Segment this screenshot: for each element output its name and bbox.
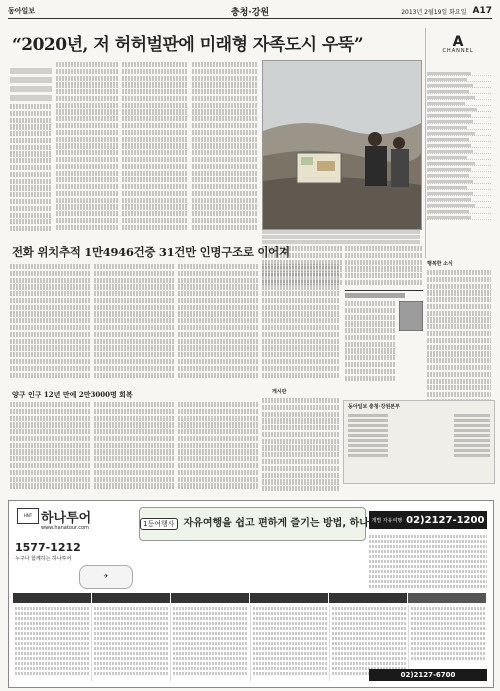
ad-tab[interactable] [408, 593, 486, 603]
channel-label: CHANNEL [442, 48, 474, 54]
list-item [344, 452, 494, 457]
lead-body-col-2 [56, 62, 118, 238]
ad-brand [15, 505, 131, 535]
ad-listing-column [251, 605, 330, 681]
columnist-photo [399, 301, 423, 331]
issue-date: 2013년 2월19일 화요일 [401, 8, 467, 16]
call-box[interactable] [369, 511, 487, 529]
slogan-text: 자유여행을 쉽고 편하게 즐기는 방법, 하나 [183, 518, 369, 529]
page-header [8, 4, 492, 19]
second-body-col-3 [178, 264, 258, 386]
lead-body-col-3 [122, 62, 188, 238]
brand-phone-note: 누구나 함께하는 하나투어 [15, 556, 72, 562]
brand-logo: HNT [17, 508, 39, 524]
ad-tab[interactable] [171, 593, 249, 603]
opinion-column [345, 290, 423, 387]
paper-name: 동아일보 [8, 7, 36, 15]
notice-board-body [262, 398, 340, 492]
slogan-tag: 1등여행사 [140, 518, 178, 530]
ad-tab[interactable] [13, 593, 91, 603]
call-number: 02)2127-1200 [406, 514, 485, 526]
ad-tab[interactable] [92, 593, 170, 603]
ad-slogan-banner [139, 507, 369, 541]
second-body-col-1 [10, 264, 90, 386]
mascot-badge: ✈ [79, 565, 133, 589]
ad-footer-number[interactable]: 02)2127-6700 [369, 669, 487, 681]
call-label: 개별 자유여행 [371, 517, 403, 524]
travel-advertisement[interactable] [8, 500, 494, 688]
lead-body-col-4 [192, 62, 258, 238]
opinion-body [345, 301, 396, 387]
photo-caption [262, 230, 420, 245]
ad-tab[interactable] [329, 593, 407, 603]
lead-photo [262, 60, 422, 230]
channel-index [427, 70, 491, 220]
lead-headline: “2020년, 저 허허벌판에 미래형 자족도시 우뚝” [12, 35, 364, 55]
ad-category-tabs [13, 593, 487, 603]
page-number: A17 [472, 6, 492, 16]
third-body-col-3 [178, 402, 258, 492]
second-body-col-4 [262, 264, 340, 386]
third-body-col-1 [10, 402, 90, 492]
lead-subheadline-block [10, 68, 52, 104]
third-headline: 양구 인구 12년 만에 2만3000명 회복 [12, 390, 133, 399]
second-headline: 전화 위치추적 1만4946건중 31건만 인명구조로 이어져 [12, 245, 290, 259]
ad-listing-column [13, 605, 92, 681]
ad-tab[interactable] [250, 593, 328, 603]
section-title: 충청·강원 [230, 7, 270, 18]
contact-box [343, 400, 495, 484]
ad-listing-column [171, 605, 250, 681]
ad-listing-column [92, 605, 171, 681]
channel-logo [438, 34, 478, 64]
contact-box-title: 동아일보 충청·강원본부 [348, 404, 400, 410]
second-body-col-2 [94, 264, 174, 386]
lead-body-col-1 [10, 104, 52, 236]
ad-right-info [369, 533, 487, 591]
brand-phone[interactable]: 1577-1212 [15, 541, 81, 554]
brand-website[interactable]: www.hanatour.com [41, 525, 89, 531]
side-box-title: 행복한 소식 [427, 261, 453, 267]
brand-name: 하나투어 [41, 511, 92, 526]
third-body-col-2 [94, 402, 174, 492]
notice-board-title: 게시판 [272, 389, 287, 395]
channel-logo-mark: A [452, 34, 464, 50]
opinion-title-bar [345, 290, 423, 298]
list-item [427, 214, 491, 220]
